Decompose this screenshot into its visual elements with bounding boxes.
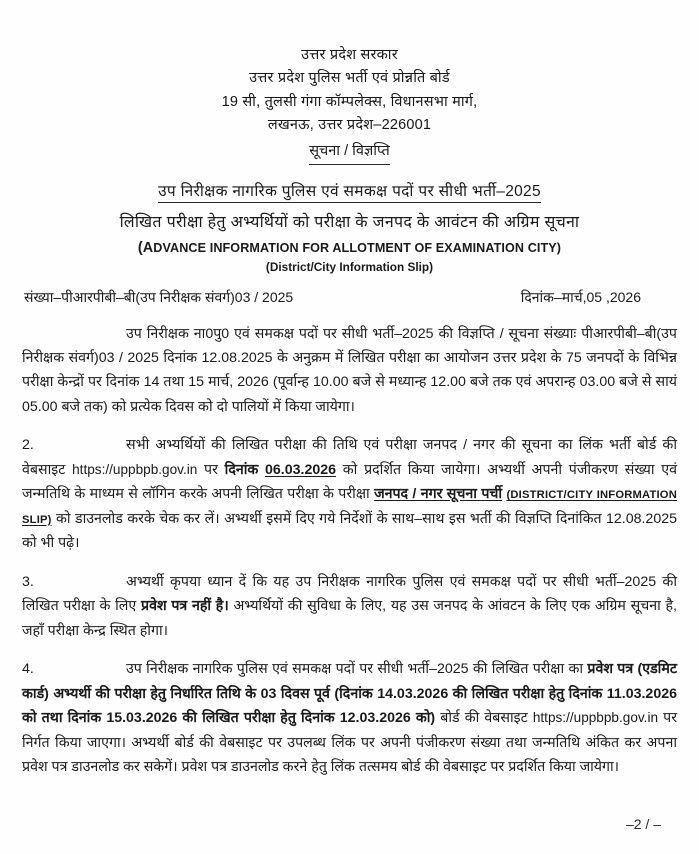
board-website-link-2[interactable]: https://uppbpb.gov.in bbox=[532, 710, 659, 726]
paragraph-2-seg1: सभी अभ्यर्थियों की लिखित परीक्षा की तिथि एवं परीक्षा जनपद / नगर की सूचना का लिंक भर्ती बोर्ड की वेबसाइट bbox=[22, 437, 677, 478]
reference-row bbox=[22, 288, 677, 307]
letterhead-notice-label: सूचना / विज्ञप्ति bbox=[309, 140, 390, 165]
letterhead-line-city-pin: लखनऊ, उत्तर प्रदेश–226001 bbox=[267, 117, 432, 134]
reference-date: दिनांक–मार्च,05 ,2026 bbox=[520, 289, 641, 306]
not-admit-card-notice: प्रवेश पत्र नहीं है। bbox=[141, 598, 229, 615]
title-block bbox=[22, 179, 677, 274]
admit-card-label: प्रवेश पत्र (एडमिट कार्ड) bbox=[22, 661, 677, 702]
letterhead bbox=[22, 44, 677, 165]
paragraph-4-number: 4. bbox=[22, 661, 34, 678]
paragraph-3-seg1: अभ्यर्थी कृपया ध्यान दें कि यह उप निरीक्षक नागरिक पुलिस एवं समकक्ष पदों पर सीधी भर्ती–2025 की लिखित परीक्षा के लिए bbox=[22, 573, 677, 615]
paragraph-1-text: उप निरीक्षक ना0पु0 एवं समकक्ष पदों पर सीधी भर्ती–2025 की विज्ञप्ति / सूचना संख्याः पीआरपीबी–बी(उप निरीक्षक संवर्ग)03 / 2025 दिनांक 12.08.2025 के अनुक्रम में लिखित परीक्षा का आयोजन उत्तर प्रदेश के 75 जनपदों के विभिन्न परीक्षा केन्द्रों पर दिनांक 14 तथा 15 मार्च, 2026 (पूर्वान्ह 10.00 बजे से मध्यान्ह 12.00 बजे तक एवं अपरान्ह 03.00 बजे से सायं 05.00 बजे तक) को प्रत्येक दिवस को दो पालियों में किया जायेगा। bbox=[22, 325, 677, 415]
board-website-link-1[interactable]: https://uppbpb.gov.in bbox=[72, 461, 198, 477]
document-body bbox=[22, 322, 677, 780]
letterhead-line-address: 19 सी, तुलसी गंगा कॉम्पलेक्स, विधानसभा मार्ग, bbox=[221, 93, 478, 110]
paragraph-2-number: 2. bbox=[22, 437, 34, 454]
title-english-main-body: DVANCE INFORMATION FOR ALLOTMENT OF EXAMINATION CITY) bbox=[153, 241, 562, 256]
letterhead-line-board: उत्तर प्रदेश पुलिस भर्ती एवं प्रोन्नति बोर्ड bbox=[249, 70, 450, 87]
paragraph-4 bbox=[22, 657, 677, 779]
paragraph-4-seg3: बोर्ड की वेबसाइट bbox=[435, 710, 533, 727]
paragraph-4-seg1: उप निरीक्षक नागरिक पुलिस एवं समकक्ष पदों पर सीधी भर्ती–2025 की लिखित परीक्षा का bbox=[126, 661, 588, 678]
letterhead-line-government: उत्तर प्रदेश सरकार bbox=[301, 47, 398, 63]
paragraph-3-number: 3. bbox=[22, 573, 34, 590]
paragraph-2-seg2: पर bbox=[197, 461, 225, 478]
reference-number: संख्या–पीआरपीबी–बी(उप निरीक्षक संवर्ग)03 / 2025 bbox=[24, 289, 294, 306]
paragraph-2 bbox=[22, 433, 677, 555]
paragraph-2-seg6: को डाउनलोड करके चेक कर लें। अभ्यर्थी इसमें दिए गये निर्देशों के साथ–साथ इस भर्ती की विज्ञप्ति दिनांकित 12.08.2025 को भी पढ़े। bbox=[22, 510, 677, 552]
paragraph-4-seg4: पर निर्गत किया जाएगा। अभ्यर्थी बोर्ड की वेबसाइट पर उपलब्ध लिंक पर अपनी पंजीकरण संख्या तथा जन्मतिथि अंकित कर अपना प्रवेश पत्र डाउनलोड कर सकेगें। प्रवेश पत्र डाउनलोड करने हेतु लिंक तत्समय बोर्ड की वेबसाइट पर प्रदर्शित किया जायेगा। bbox=[22, 710, 677, 775]
page-number-marker: –2 / – bbox=[625, 816, 661, 832]
paragraph-1 bbox=[22, 322, 677, 420]
paragraph-2-seg4: को प्रदर्शित किया जायेगा। अभ्यर्थी अपनी पंजीकरण संख्या एवं जन्मतिथि के माध्यम से लॉगिन करके अपनी लिखित परीक्षा के परीक्षा bbox=[22, 461, 677, 503]
title-english-sub: (District/City Information Slip) bbox=[265, 260, 434, 275]
title-english-main bbox=[22, 240, 677, 256]
title-hindi-main-wrap bbox=[22, 179, 677, 203]
title-hindi-main: उप निरीक्षक नागरिक पुलिस एवं समकक्ष पदों पर सीधी भर्ती–2025 bbox=[158, 179, 541, 203]
district-city-slip-label-hindi: जनपद / नगर सूचना पर्ची bbox=[374, 486, 503, 503]
admit-card-release-schedule: अभ्यर्थी की परीक्षा हेतु निर्धारित तिथि के 03 दिवस पूर्व (दिनांक 14.03.2026 की लिखित परीक्षा हेतु दिनांक 11.03.2026 को तथा दिनांक 15.03.2026 की लिखित परीक्षा हेतु दिनांक 12.03.2026 को) bbox=[22, 685, 677, 727]
paragraph-3 bbox=[22, 570, 677, 643]
letterhead-notice-label-wrap bbox=[22, 138, 677, 165]
district-city-slip-label-english: (DISTRICT/CITY INFORMATION SLIP) bbox=[22, 489, 677, 526]
slip-release-date: 06.03.2026 bbox=[265, 461, 337, 478]
paragraph-2-bold-date-label: दिनांक bbox=[224, 461, 259, 478]
title-english-main-prefix bbox=[138, 241, 561, 255]
title-hindi-sub: लिखित परीक्षा हेतु अभ्यर्थियों को परीक्षा के जनपद के आवंटन की अग्रिम सूचना bbox=[119, 214, 580, 232]
title-english-main-dropcap: (A bbox=[137, 240, 154, 257]
paragraph-3-seg2: अभ्यर्थियों की सुविधा के लिए, यह उस जनपद के आंवटन के लिए एक अग्रिम सूचना है, जहॉं परीक्षा केन्द्र स्थित होगा। bbox=[22, 598, 677, 639]
